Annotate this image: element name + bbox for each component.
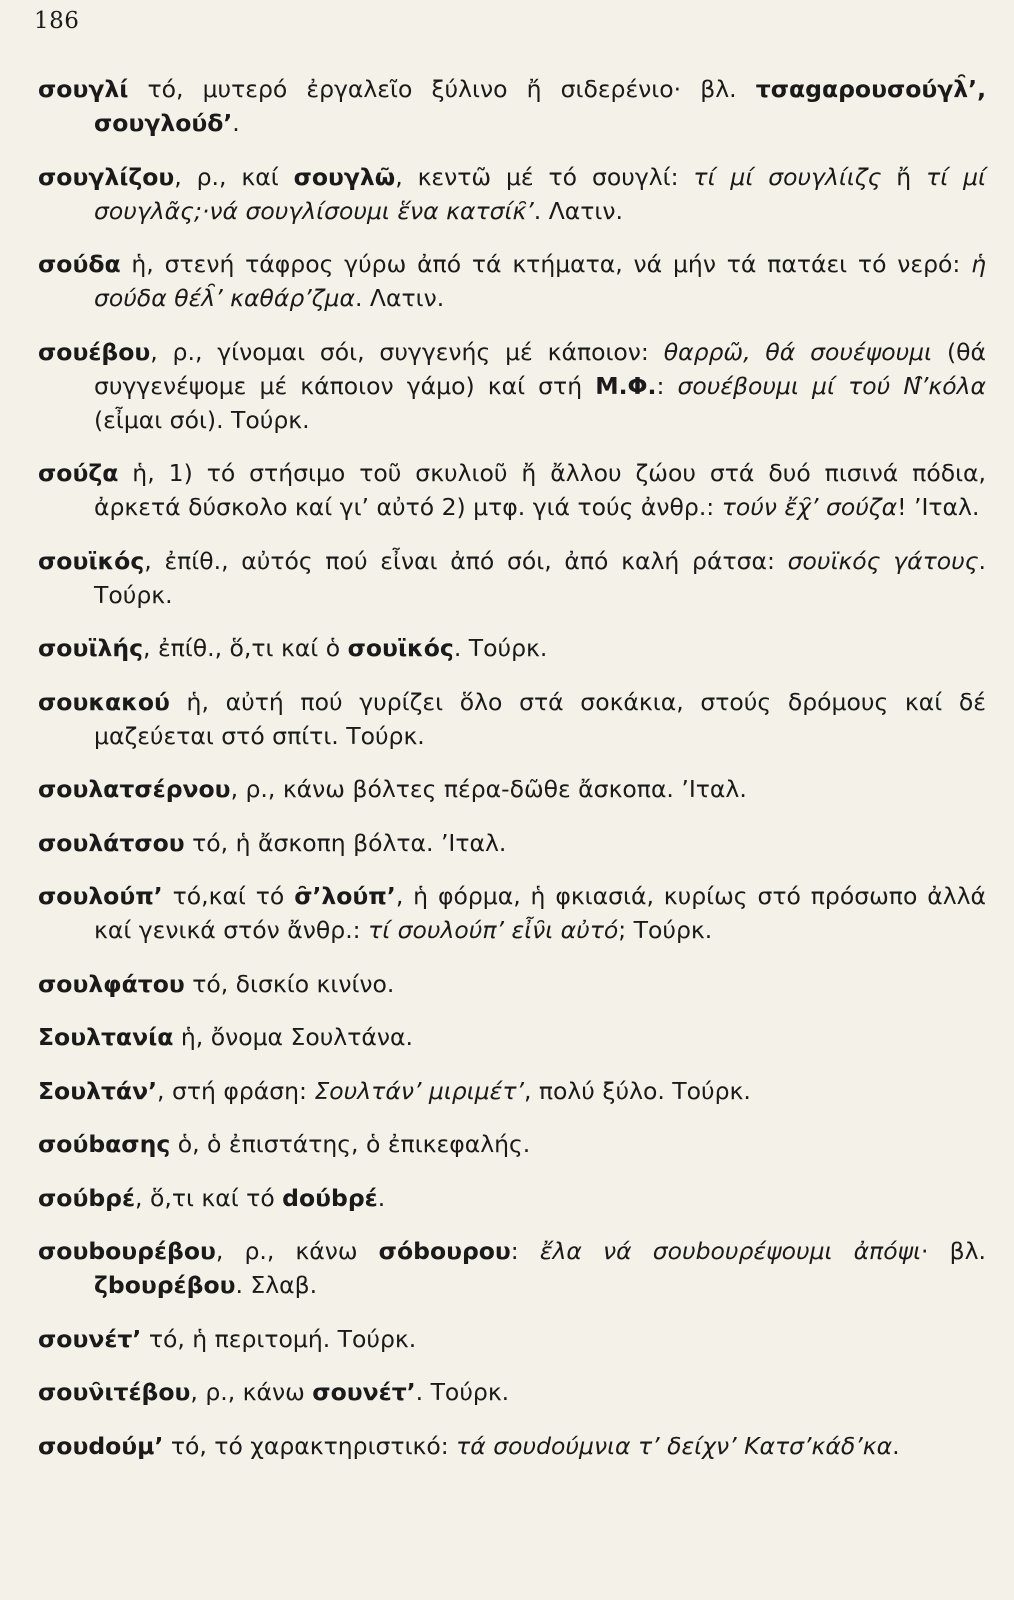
- example-text: τά σουdούμνια τ’ δείχν’ Κατσ’κάδ’κα: [456, 1431, 893, 1460]
- dictionary-entry: [38, 1375, 986, 1409]
- definition-text: ! ’Ιταλ.: [897, 493, 980, 521]
- definition-text: . Τούρκ.: [415, 1378, 510, 1406]
- dictionary-entry: [38, 456, 986, 524]
- definition-text: , ἐπίθ., αὐτός πού εἶναι ἀπό σόι, ἀπό καλή ράτσα:: [144, 546, 788, 575]
- headword: σουϊλής: [38, 634, 144, 662]
- dictionary-entry: [38, 1322, 986, 1356]
- definition-text: , ἐπίθ., ὅ,τι καί ὁ: [143, 634, 348, 662]
- definition-text: . Λατιν.: [533, 196, 623, 225]
- definition-text: , ἡ φόρμα, ἡ φκιασιά, κυρίως στό πρόσωπο ἀλλά καί γενικά στόν ἄνθρ.:: [94, 882, 986, 944]
- headword: Μ.Φ.: [595, 371, 657, 400]
- definition-text: .: [892, 1431, 900, 1460]
- example-text: τούν ἔχ̑’ σούζα: [721, 493, 898, 521]
- headword: σούδα: [38, 250, 121, 278]
- definition-text: , ρ., γίνομαι σόι, συγγενής μέ κάποιον:: [150, 337, 664, 366]
- headword: σούbρέ: [38, 1183, 136, 1212]
- definition-text: τό, μυτερό ἐργαλεῖο ξύλινο ἤ σιδερένιο· βλ.: [128, 75, 756, 103]
- definition-text: , στή φράση:: [157, 1076, 315, 1105]
- definition-text: τό, ἡ περιτομή. Τούρκ.: [141, 1324, 417, 1353]
- definition-text: , ρ., κάνω βόλτες πέρα-δῶθε ἄσκοπα. ’Ιταλ.: [230, 775, 747, 803]
- dictionary-entry: [38, 879, 986, 947]
- headword: σουϊκός: [347, 634, 454, 662]
- dictionary-entry: [38, 826, 986, 860]
- entry-list: [38, 72, 986, 1482]
- headword: σουλάτσου: [38, 828, 185, 857]
- headword: dούbρέ: [282, 1183, 378, 1212]
- headword: σουbουρέβου: [38, 1237, 216, 1265]
- definition-text: ὁ, ὁ ἐπιστάτης, ὁ ἐπικεφαλής.: [170, 1130, 531, 1158]
- dictionary-entry: [38, 1020, 986, 1054]
- example-text: θαρρῶ, θά σουέψουμι: [663, 337, 933, 366]
- dictionary-entry: [38, 160, 986, 228]
- definition-text: ἡ, 1) τό στήσιμο τοῦ σκυλιοῦ ἤ ἄλλου ζώου στά δυό πισινά πόδια, ἀρκετά δύσκολο καί γι’ αὐτό 2) μτφ. γιά τούς ἀνθρ.:: [94, 459, 986, 521]
- dictionary-entry: [38, 1429, 986, 1463]
- dictionary-entry: [38, 1234, 986, 1302]
- dictionary-entry: [38, 631, 986, 665]
- definition-text: . Τούρκ.: [94, 546, 986, 609]
- dictionary-entry: [38, 335, 986, 437]
- example-text: σουϊκός γάτους: [787, 546, 979, 575]
- example-text: Σουλτάν’ μιριμέτ’: [314, 1076, 524, 1105]
- headword: σόbουρου: [378, 1237, 511, 1265]
- definition-text: :: [656, 371, 678, 400]
- definition-text: .: [377, 1183, 386, 1212]
- headword: Σουλτανία: [38, 1023, 174, 1051]
- definition-text: τό, τό χαρακτηριστικό:: [163, 1431, 457, 1460]
- definition-text: (θά συγγενέψομε μέ κάποιον γάμο) καί στή: [94, 337, 986, 400]
- definition-text: ; Τούρκ.: [618, 916, 713, 944]
- definition-text: :: [510, 1237, 540, 1265]
- definition-text: , πολύ ξύλο. Τούρκ.: [523, 1076, 751, 1105]
- definition-text: , κεντῶ μέ τό σουγλί:: [395, 162, 694, 191]
- example-text: τί μί σουγλᾶς;·νά σουγλίσουμι ἕνα κατσίκ̑’: [94, 162, 986, 225]
- headword: Σουλτάν’: [38, 1076, 158, 1105]
- definition-text: , ρ., κάνω: [190, 1378, 313, 1406]
- headword: σουγλίζου: [38, 162, 175, 191]
- headword: σούbασης: [38, 1130, 171, 1158]
- dictionary-entry: [38, 544, 986, 612]
- definition-text: ἤ: [881, 162, 927, 191]
- definition-text: τό, δισκίο κινίνο.: [184, 969, 395, 998]
- definition-text: ἡ, στενή τάφρος γύρω ἀπό τά κτήματα, νά μήν τά πατάει τό νερό:: [120, 250, 972, 278]
- example-text: ἡ σούδα θέλ̑’ καθάρ’ζμα: [94, 250, 986, 312]
- headword: σουλατσέρνου: [38, 775, 231, 803]
- headword: σ̑’λούπ’: [294, 882, 396, 910]
- example-text: τί μί σουγλίιζς: [693, 162, 882, 191]
- definition-text: ἡ, ὄνομα Σουλτάνα.: [173, 1023, 413, 1051]
- dictionary-entry: [38, 1127, 986, 1161]
- definition-text: τό, ἡ ἄσκοπη βόλτα. ’Ιταλ.: [184, 828, 507, 857]
- headword: σουϊκός: [38, 546, 145, 575]
- headword: τσαgαρουσούγλ̑’, σουγλούδ’: [94, 75, 986, 137]
- headword: σουγλί: [38, 75, 129, 103]
- definition-text: , ρ., καί: [174, 162, 294, 191]
- headword: σουλούπ’: [38, 882, 163, 910]
- dictionary-entry: [38, 1074, 986, 1108]
- definition-text: · βλ.: [921, 1237, 986, 1265]
- headword: σουγλῶ: [293, 162, 396, 191]
- definition-text: , ρ., κάνω: [215, 1237, 379, 1265]
- dictionary-entry: [38, 685, 986, 753]
- headword: σουνέτ’: [38, 1324, 142, 1353]
- definition-text: . Σλαβ.: [235, 1271, 318, 1299]
- definition-text: (εἶμαι σόι). Τούρκ.: [94, 405, 310, 434]
- dictionary-entry: [38, 1181, 986, 1215]
- page-number: 186: [34, 8, 80, 34]
- headword: σουdούμ’: [38, 1431, 164, 1460]
- headword: ζbουρέβου: [94, 1271, 236, 1299]
- headword: σουλφάτου: [38, 969, 185, 998]
- example-text: τί σουλούπ’ εἶν̑ι αὐτό: [368, 916, 619, 944]
- headword: σούζα: [38, 459, 119, 487]
- dictionary-entry: [38, 247, 986, 315]
- definition-text: , ὅ,τι καί τό: [135, 1183, 283, 1212]
- example-text: ἔλα νά σουbουρέψουμι ἀπόψι: [539, 1237, 922, 1265]
- headword: σουκακού: [38, 687, 170, 716]
- example-text: σουέβουμι μί τού Ν̑’κόλα: [677, 371, 987, 400]
- definition-text: ἡ, αὐτή πού γυρίζει ὅλο στά σοκάκια, στούς δρόμους καί δέ μαζεύεται στό σπίτι. Τούρκ.: [94, 687, 986, 750]
- definition-text: . Τούρκ.: [453, 634, 548, 662]
- headword: σουέβου: [38, 337, 151, 366]
- headword: σουν̑ιτέβου: [38, 1378, 191, 1406]
- definition-text: .: [232, 109, 240, 137]
- dictionary-entry: [38, 72, 986, 140]
- dictionary-entry: [38, 967, 986, 1001]
- definition-text: . Λατιν.: [354, 284, 445, 312]
- dictionary-entry: [38, 772, 986, 806]
- headword: σουνέτ’: [312, 1378, 416, 1406]
- definition-text: τό,καί τό: [162, 882, 295, 910]
